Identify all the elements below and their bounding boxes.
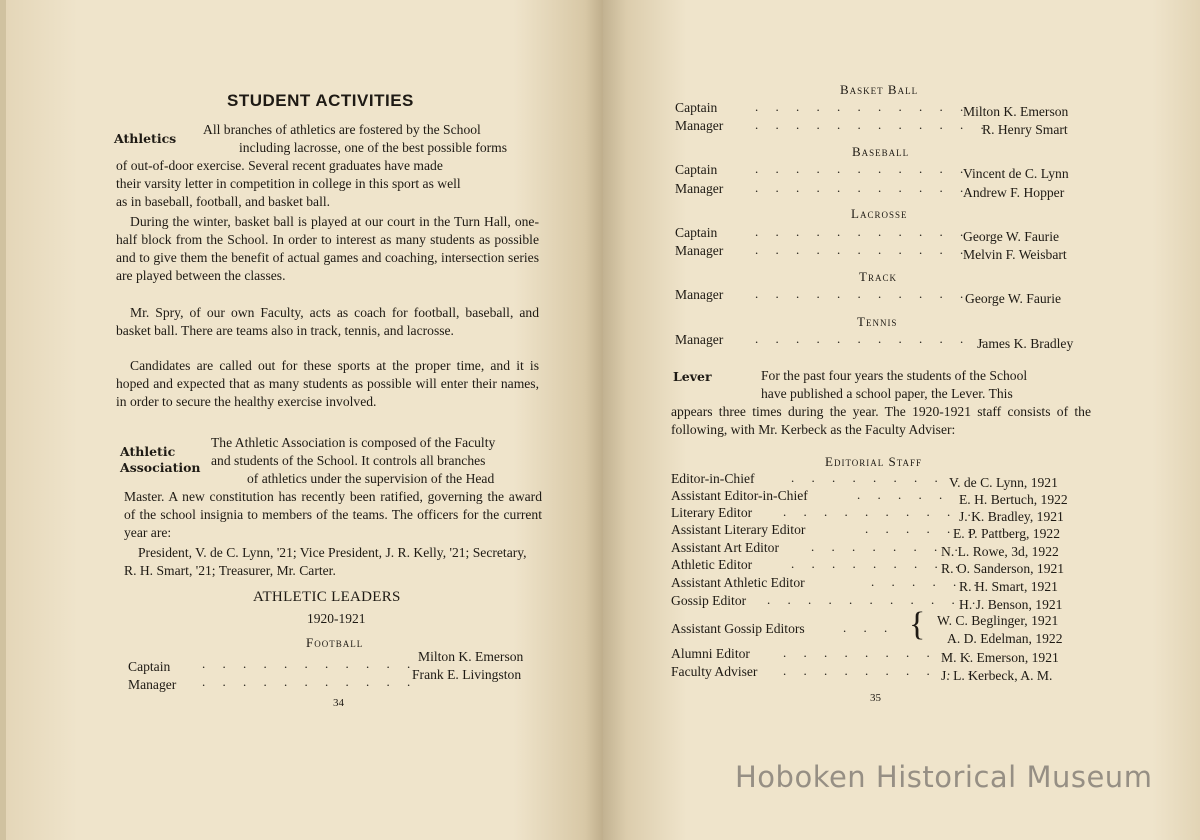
watermark: Hoboken Historical Museum bbox=[735, 760, 1153, 794]
leader-dots: . . . . . . . . . . . . bbox=[755, 117, 991, 132]
association-paragraph: Master. A new constitution has recently been ratified, governing the award of the school insignia to members of the teams. The officers for the current year are: bbox=[124, 489, 542, 540]
baseball-role-captain: Captain bbox=[675, 162, 718, 177]
athletics-line-2: including lacrosse, one of the best possible forms bbox=[239, 140, 508, 155]
baseball-role-manager: Manager bbox=[675, 181, 724, 196]
track-heading: Track bbox=[859, 269, 897, 284]
leader-dots: . . . . . . bbox=[865, 521, 978, 536]
staff-name: J. L. Kerbeck, A. M. bbox=[941, 668, 1053, 683]
staff-name-gossip-1: W. C. Beglinger, 1921 bbox=[937, 613, 1059, 628]
baseball-heading: Baseball bbox=[852, 144, 910, 159]
track-role-manager: Manager bbox=[675, 287, 724, 302]
athletics-paragraph-coach: Mr. Spry, of our own Faculty, acts as coach for football, baseball, and basket ball. There are teams also in track, tennis, and lacrosse. bbox=[116, 305, 539, 338]
athletics-sidenote: Athletics bbox=[114, 131, 177, 146]
track-name-manager: George W. Faurie bbox=[965, 291, 1062, 306]
athletics-line-5: as in baseball, football, and basket ball. bbox=[116, 194, 331, 209]
basketball-heading: Basket Ball bbox=[840, 82, 919, 97]
football-role-captain: Captain bbox=[128, 659, 171, 674]
staff-name: V. de C. Lynn, 1921 bbox=[949, 475, 1058, 490]
athletics-line-4: their varsity letter in competition in college in this sport as well bbox=[116, 176, 461, 191]
leader-dots: . . . . . . . . . . . bbox=[755, 161, 971, 176]
athletics-paragraph-winter: During the winter, basket ball is played at our court in the Turn Hall, one-half block from the School. In order to interest as many students as possible and to give them the benefit of actual games and coaching, intersection series are played between the classes. bbox=[116, 214, 539, 283]
page-number-left: 34 bbox=[333, 697, 344, 709]
basketball-role-manager: Manager bbox=[675, 118, 724, 133]
athletics-line-3: of out-of-door exercise. Several recent graduates have made bbox=[116, 158, 443, 173]
lacrosse-name-captain: George W. Faurie bbox=[963, 229, 1060, 244]
staff-role: Alumni Editor bbox=[671, 646, 750, 661]
staff-name-gossip-2: A. D. Edelman, 1922 bbox=[947, 631, 1063, 646]
leader-dots: . . . . . . . . . . . bbox=[755, 286, 971, 301]
leader-dots: . . . . . . . . . . . . bbox=[755, 331, 991, 346]
baseball-name-manager: Andrew F. Hopper bbox=[963, 185, 1065, 200]
page-number-right: 35 bbox=[870, 692, 881, 704]
staff-name: E. P. Pattberg, 1922 bbox=[953, 526, 1060, 541]
staff-role: Assistant Art Editor bbox=[671, 540, 779, 555]
association-sidenote-2: Association bbox=[120, 460, 201, 475]
lacrosse-role-manager: Manager bbox=[675, 243, 724, 258]
staff-name: M. K. Emerson, 1921 bbox=[941, 650, 1059, 665]
staff-role: Assistant Athletic Editor bbox=[671, 575, 805, 590]
lever-paragraph: appears three times during the year. The 1920-1921 staff consists of the following, with Mr. Kerbeck as the Faculty Adviser: bbox=[671, 404, 1091, 437]
editorial-staff-heading: Editorial Staff bbox=[825, 454, 923, 469]
athletics-paragraph-candidates: Candidates are called out for these sports at the proper time, and it is hoped and expected that as many students as possible will enter their names, in order to secure the healthy exercise involved. bbox=[116, 358, 539, 409]
lacrosse-role-captain: Captain bbox=[675, 225, 718, 240]
leader-dots: . . . . . . . . . . . bbox=[202, 656, 418, 671]
leader-dots: . . . . . . . . . . . bbox=[767, 592, 983, 607]
lever-line-1: For the past four years the students of the School bbox=[761, 368, 1028, 383]
leader-dots: . . . . . . . . . . bbox=[783, 663, 978, 678]
football-heading: Football bbox=[306, 635, 364, 650]
leader-dots: . . . . . . . . . bbox=[791, 556, 966, 571]
staff-name: N. L. Rowe, 3d, 1922 bbox=[941, 544, 1059, 559]
association-sidenote-1: Athletic bbox=[120, 444, 176, 459]
association-officers: President, V. de C. Lynn, '21; Vice President, J. R. Kelly, '21; Secretary, R. H. Smart, '21; Treasurer, Mr. Carter. bbox=[124, 545, 527, 578]
staff-role: Assistant Editor-in-Chief bbox=[671, 488, 808, 503]
association-line-3: of athletics under the supervision of the Head bbox=[247, 471, 495, 486]
tennis-role-manager: Manager bbox=[675, 332, 724, 347]
staff-name: J. K. Bradley, 1921 bbox=[959, 509, 1064, 524]
leaders-year: 1920-1921 bbox=[307, 611, 366, 626]
basketball-name-captain: Milton K. Emerson bbox=[963, 104, 1069, 119]
lacrosse-name-manager: Melvin F. Weisbart bbox=[963, 247, 1067, 262]
baseball-name-captain: Vincent de C. Lynn bbox=[963, 166, 1069, 181]
leader-dots: . . . . . . . . . bbox=[791, 470, 966, 485]
basketball-name-manager: R. Henry Smart bbox=[982, 122, 1068, 137]
football-role-manager: Manager bbox=[128, 677, 177, 692]
staff-name: H. J. Benson, 1921 bbox=[959, 597, 1063, 612]
lever-sidenote: Lever bbox=[673, 369, 712, 384]
leaders-title: ATHLETIC LEADERS bbox=[253, 589, 401, 605]
staff-role: Gossip Editor bbox=[671, 593, 747, 608]
leader-dots: . . . . . . . . bbox=[811, 539, 965, 554]
football-name-captain: Milton K. Emerson bbox=[418, 649, 524, 664]
tennis-heading: Tennis bbox=[857, 314, 898, 329]
right-page bbox=[603, 0, 1200, 840]
staff-name: R. H. Smart, 1921 bbox=[959, 579, 1058, 594]
association-line-1: The Athletic Association is composed of the Faculty bbox=[211, 435, 496, 450]
tennis-name-manager: James K. Bradley bbox=[977, 336, 1074, 351]
staff-role-gossip-assistants: Assistant Gossip Editors bbox=[671, 621, 805, 636]
football-name-manager: Frank E. Livingston bbox=[412, 667, 522, 682]
page-title: STUDENT ACTIVITIES bbox=[227, 91, 414, 110]
staff-role: Literary Editor bbox=[671, 505, 753, 520]
staff-role: Faculty Adviser bbox=[671, 664, 758, 679]
leader-dots: . . . . . . bbox=[857, 487, 970, 502]
staff-role: Athletic Editor bbox=[671, 557, 753, 572]
leader-dots: . . . . . . . . . . . bbox=[755, 224, 971, 239]
lever-line-2: have published a school paper, the Lever. This bbox=[761, 386, 1013, 401]
association-line-2: and students of the School. It controls all branches bbox=[211, 453, 486, 468]
leader-dots: . . . . . . bbox=[871, 574, 984, 589]
basketball-role-captain: Captain bbox=[675, 100, 718, 115]
leader-dots: . . . . . . . . . . . bbox=[755, 242, 971, 257]
leader-dots: . . . . . . . . . . . bbox=[755, 99, 971, 114]
leader-dots: . . . . . . . . . . . bbox=[202, 674, 418, 689]
leader-dots: . . . bbox=[843, 620, 895, 635]
leader-dots: . . . . . . . . . . bbox=[783, 645, 978, 660]
staff-role: Editor-in-Chief bbox=[671, 471, 755, 486]
leader-dots: . . . . . . . . . . . bbox=[755, 180, 971, 195]
leader-dots: . . . . . . . . . . bbox=[783, 504, 978, 519]
lacrosse-heading: Lacrosse bbox=[851, 206, 908, 221]
staff-role: Assistant Literary Editor bbox=[671, 522, 806, 537]
athletics-line-1: All branches of athletics are fostered by the School bbox=[203, 122, 481, 137]
brace-glyph: { bbox=[909, 606, 926, 643]
staff-name: E. H. Bertuch, 1922 bbox=[959, 492, 1068, 507]
staff-name: R. O. Sanderson, 1921 bbox=[941, 561, 1065, 576]
